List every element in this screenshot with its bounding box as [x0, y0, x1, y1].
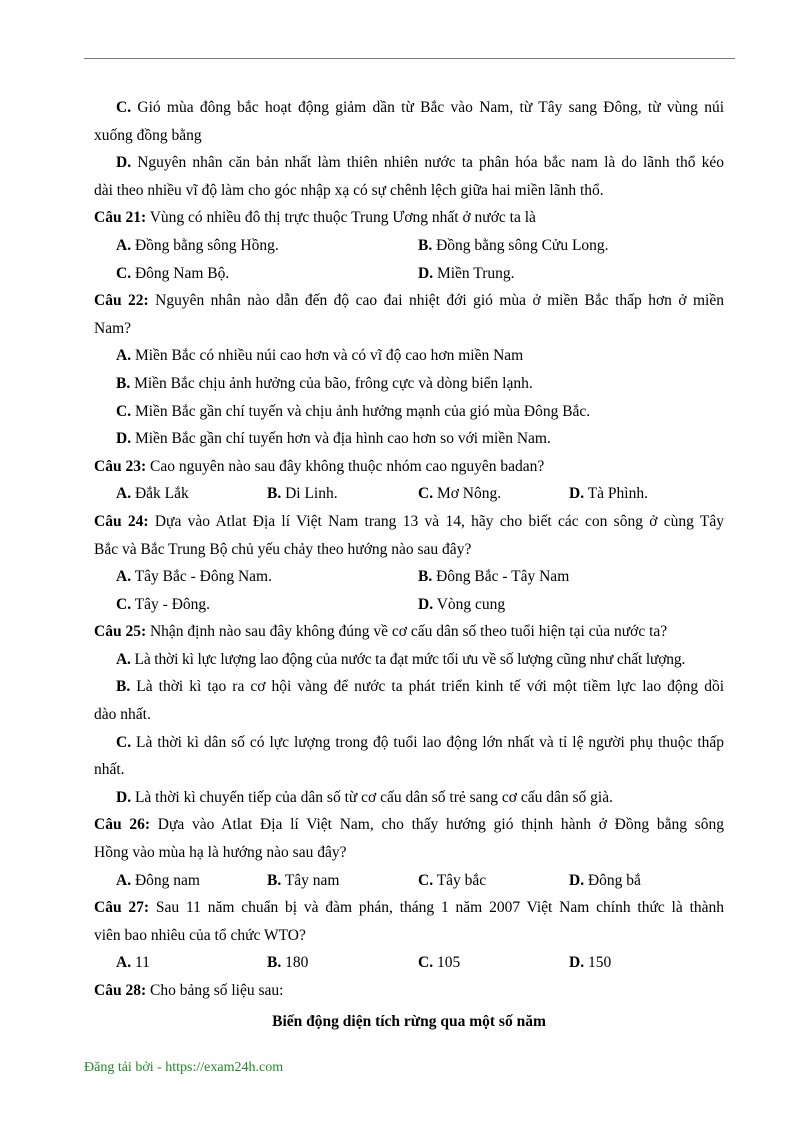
q26-option-c[interactable]: C. Tây bắc	[418, 871, 487, 889]
q23-stem: Câu 23: Cao nguyên nào sau đây không thuộc nhóm cao nguyên badan?	[94, 457, 545, 475]
q25-option-a[interactable]: A. Là thời kì lực lượng lao động của nước ta đạt mức tối ưu về số lượng cũng như chất lượng.	[116, 650, 686, 668]
q24-option-c[interactable]: C. Tây - Đông.	[116, 595, 211, 613]
q22-option-b[interactable]: B. Miền Bắc chịu ảnh hưởng của bão, frông cực và dòng biển lạnh.	[116, 374, 533, 392]
q26-option-a[interactable]: A. Đông nam	[116, 871, 200, 889]
q20-option-d-line2: dài theo nhiều vĩ độ làm cho góc nhập xạ có sự chênh lệch giữa hai miền lãnh thổ.	[94, 181, 604, 199]
q28-stem: Câu 28: Cho bảng số liệu sau:	[94, 982, 284, 999]
q22-option-c[interactable]: C. Miền Bắc gần chí tuyến và chịu ảnh hưởng mạnh của gió mùa Đông Bắc.	[116, 402, 591, 420]
q22-option-a[interactable]: A. Miền Bắc có nhiều núi cao hơn và có vĩ độ cao hơn miền Nam	[116, 347, 524, 365]
q24-stem-line2: Bắc và Bắc Trung Bộ chủ yếu chảy theo hướng nào sau đây?	[94, 540, 472, 558]
footer-source-link[interactable]: Đăng tải bởi - https://exam24h.com	[84, 1060, 284, 1075]
q26-stem-line1: Câu 26: Dựa vào Atlat Địa lí Việt Nam, cho thấy hướng gió thịnh hành ở Đồng bằng sông	[94, 816, 724, 834]
q25-option-b-line1[interactable]: B. Là thời kì tạo ra cơ hội vàng để nước ta phát triển kinh tế với một tiềm lực lao động dồi	[116, 678, 724, 696]
q26-option-b[interactable]: B. Tây nam	[267, 871, 340, 889]
q25-stem: Câu 25: Nhận định nào sau đây không đúng về cơ cấu dân số theo tuổi hiện tại của nước ta?	[94, 623, 668, 641]
q21-option-c[interactable]: C. Đông Nam Bộ.	[116, 264, 230, 282]
q22-stem-line1: Câu 22: Nguyên nhân nào dẫn đến độ cao đai nhiệt đới gió mùa ở miền Bắc thấp hơn ở miền	[94, 292, 724, 310]
q26-options-row	[94, 867, 724, 895]
q24-option-d[interactable]: D. Vòng cung	[418, 595, 506, 613]
q27-options-row	[94, 949, 724, 977]
q21-option-d[interactable]: D. Miền Trung.	[418, 264, 515, 282]
q23-option-d[interactable]: D. Tà Phình.	[569, 485, 648, 503]
q21-options-row2	[94, 260, 724, 288]
q21-option-b[interactable]: B. Đồng bằng sông Cửu Long.	[418, 236, 609, 254]
q27-option-d[interactable]: D. 150	[569, 954, 612, 972]
q24-options-row1	[94, 563, 724, 591]
document-body	[94, 94, 724, 1035]
q20-option-d-line1: D. Nguyên nhân căn bản nhất làm thiên nhiên nước ta phân hóa bắc nam là do lãnh thổ kéo	[116, 154, 724, 172]
q20-option-c-line1: C. Gió mùa đông bắc hoạt động giảm dần từ Bắc vào Nam, từ Tây sang Đông, từ vùng núi	[116, 99, 724, 116]
q23-option-b[interactable]: B. Di Linh.	[267, 485, 338, 503]
q27-option-c[interactable]: C. 105	[418, 954, 461, 972]
q25-option-c-line2: nhất.	[94, 761, 125, 779]
q21-options-row1	[94, 232, 724, 260]
q27-stem-line2: viên bao nhiêu của tổ chức WTO?	[94, 926, 306, 944]
q23-option-a[interactable]: A. Đắk Lắk	[116, 485, 189, 503]
q21-option-a[interactable]: A. Đồng bằng sông Hồng.	[116, 236, 279, 254]
q25-option-c-line1[interactable]: C. Là thời kì dân số có lực lượng trong độ tuổi lao động lớn nhất và tỉ lệ người phụ thuộc thấp	[116, 733, 724, 751]
q23-option-c[interactable]: C. Mơ Nông.	[418, 485, 502, 503]
q25-option-b-line2: dào nhất.	[94, 706, 151, 724]
q26-stem-line2: Hồng vào mùa hạ là hướng nào sau đây?	[94, 844, 347, 862]
q27-stem-line1: Câu 27: Sau 11 năm chuẩn bị và đàm phán, tháng 1 năm 2007 Việt Nam chính thức là thành	[94, 899, 724, 917]
q26-option-d[interactable]: D. Đông bắ	[569, 871, 641, 889]
q24-option-b[interactable]: B. Đông Bắc - Tây Nam	[418, 568, 570, 586]
q24-stem-line1: Câu 24: Dựa vào Atlat Địa lí Việt Nam trang 13 và 14, hãy cho biết các con sông ở cùng Tây	[94, 512, 724, 530]
q24-options-row2	[94, 591, 724, 619]
q21-stem: Câu 21: Vùng có nhiều đô thị trực thuộc Trung Ương nhất ở nước ta là	[94, 209, 536, 227]
q27-option-a[interactable]: A. 11	[116, 954, 150, 972]
q25-option-d[interactable]: D. Là thời kì chuyển tiếp của dân số từ cơ cấu dân số trẻ sang cơ cấu dân số già.	[116, 788, 613, 806]
q20-option-c-line2: xuống đồng bằng	[94, 126, 202, 144]
q22-option-d[interactable]: D. Miền Bắc gần chí tuyến hơn và địa hình cao hơn so với miền Nam.	[116, 430, 551, 448]
q28-table-title: Biến động diện tích rừng qua một số năm	[272, 1012, 546, 1030]
q23-options-row	[94, 480, 724, 508]
q22-stem-line2: Nam?	[94, 319, 132, 337]
q24-option-a[interactable]: A. Tây Bắc - Đông Nam.	[116, 568, 272, 586]
q27-option-b[interactable]: B. 180	[267, 954, 309, 972]
header-rule	[84, 58, 735, 59]
